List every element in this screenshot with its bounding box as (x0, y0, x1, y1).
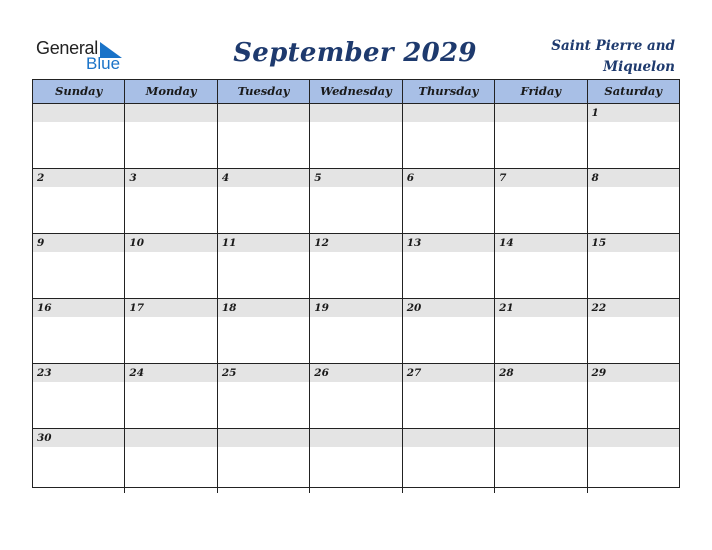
day-number: 21 (499, 302, 514, 314)
day-number: 1 (591, 107, 599, 119)
day-cell[interactable] (494, 364, 586, 428)
day-cell[interactable] (33, 299, 124, 363)
day-number: 3 (129, 172, 137, 184)
day-number: 7 (499, 172, 507, 184)
day-cell[interactable] (494, 429, 586, 493)
day-cell[interactable] (494, 169, 586, 233)
day-cell[interactable] (217, 169, 309, 233)
day-cell[interactable] (217, 234, 309, 298)
day-number: 29 (591, 367, 607, 379)
calendar-title: September 2029 (233, 38, 477, 68)
day-number: 20 (406, 302, 422, 314)
week-row (33, 234, 679, 299)
day-number: 11 (221, 237, 237, 249)
day-cell[interactable] (309, 364, 401, 428)
day-cell[interactable] (33, 104, 124, 168)
day-cell[interactable] (402, 104, 494, 168)
day-cell[interactable] (217, 364, 309, 428)
day-number: 24 (129, 367, 145, 379)
day-number: 28 (499, 367, 514, 379)
day-number: 22 (591, 302, 607, 314)
day-number: 30 (37, 432, 52, 444)
week-row (33, 299, 679, 364)
weekday-wednesday: Wednesday (309, 80, 401, 103)
day-cell[interactable] (309, 299, 401, 363)
day-number: 16 (37, 302, 52, 314)
logo-text-blue: Blue (86, 54, 121, 73)
day-cell[interactable] (402, 169, 494, 233)
day-cell[interactable] (124, 169, 216, 233)
weekday-sunday: Sunday (55, 84, 103, 98)
day-cell[interactable] (124, 364, 216, 428)
day-cell[interactable] (217, 299, 309, 363)
day-number: 19 (314, 302, 329, 314)
region-name: Saint Pierre and Miquelon (551, 38, 675, 75)
generalblue-logo (36, 38, 136, 78)
day-number: 14 (499, 237, 514, 249)
day-number: 15 (591, 237, 607, 249)
day-cell[interactable] (494, 299, 586, 363)
day-number: 18 (221, 302, 237, 314)
day-cell[interactable] (309, 429, 401, 493)
day-cell[interactable] (124, 299, 216, 363)
day-number: 17 (129, 302, 145, 314)
weekday-friday: Friday (494, 80, 586, 103)
week-row (33, 169, 679, 234)
day-cell[interactable] (217, 104, 309, 168)
week-row (33, 429, 679, 493)
logo-text-general: General (36, 38, 98, 58)
weekday-monday: Monday (124, 80, 216, 103)
weekday-saturday: Saturday (587, 80, 679, 103)
day-cell[interactable] (402, 299, 494, 363)
day-cell[interactable] (124, 429, 216, 493)
day-number: 5 (314, 172, 322, 184)
day-number: 2 (37, 172, 45, 184)
week-row (33, 364, 679, 429)
week-row (33, 104, 679, 169)
day-number: 12 (314, 237, 329, 249)
day-number: 26 (314, 367, 329, 379)
day-number: 8 (591, 172, 599, 184)
day-cell[interactable] (33, 429, 124, 493)
day-number: 27 (406, 367, 422, 379)
day-cell[interactable] (494, 234, 586, 298)
day-number: 4 (221, 172, 230, 184)
day-cell[interactable] (33, 234, 124, 298)
day-cell[interactable] (587, 364, 679, 428)
day-cell[interactable] (124, 104, 216, 168)
day-number: 9 (37, 237, 45, 249)
day-cell[interactable] (309, 234, 401, 298)
calendar-grid (32, 79, 680, 488)
weekday-header-row (33, 80, 679, 104)
day-cell[interactable] (402, 234, 494, 298)
day-cell[interactable] (587, 104, 679, 168)
day-number: 10 (129, 237, 145, 249)
weekday-thursday: Thursday (402, 80, 494, 103)
day-cell[interactable] (309, 169, 401, 233)
day-cell[interactable] (587, 234, 679, 298)
day-cell[interactable] (587, 299, 679, 363)
day-cell[interactable] (33, 364, 124, 428)
day-number: 25 (221, 367, 237, 379)
day-number: 6 (406, 172, 414, 184)
day-cell[interactable] (402, 429, 494, 493)
day-number: 23 (37, 367, 52, 379)
weekday-tuesday: Tuesday (217, 80, 309, 103)
day-cell[interactable] (494, 104, 586, 168)
day-cell[interactable] (587, 169, 679, 233)
day-cell[interactable] (217, 429, 309, 493)
day-cell[interactable] (309, 104, 401, 168)
day-cell[interactable] (33, 169, 124, 233)
day-cell[interactable] (124, 234, 216, 298)
day-cell[interactable] (402, 364, 494, 428)
day-number: 13 (406, 237, 422, 249)
day-cell[interactable] (587, 429, 679, 493)
